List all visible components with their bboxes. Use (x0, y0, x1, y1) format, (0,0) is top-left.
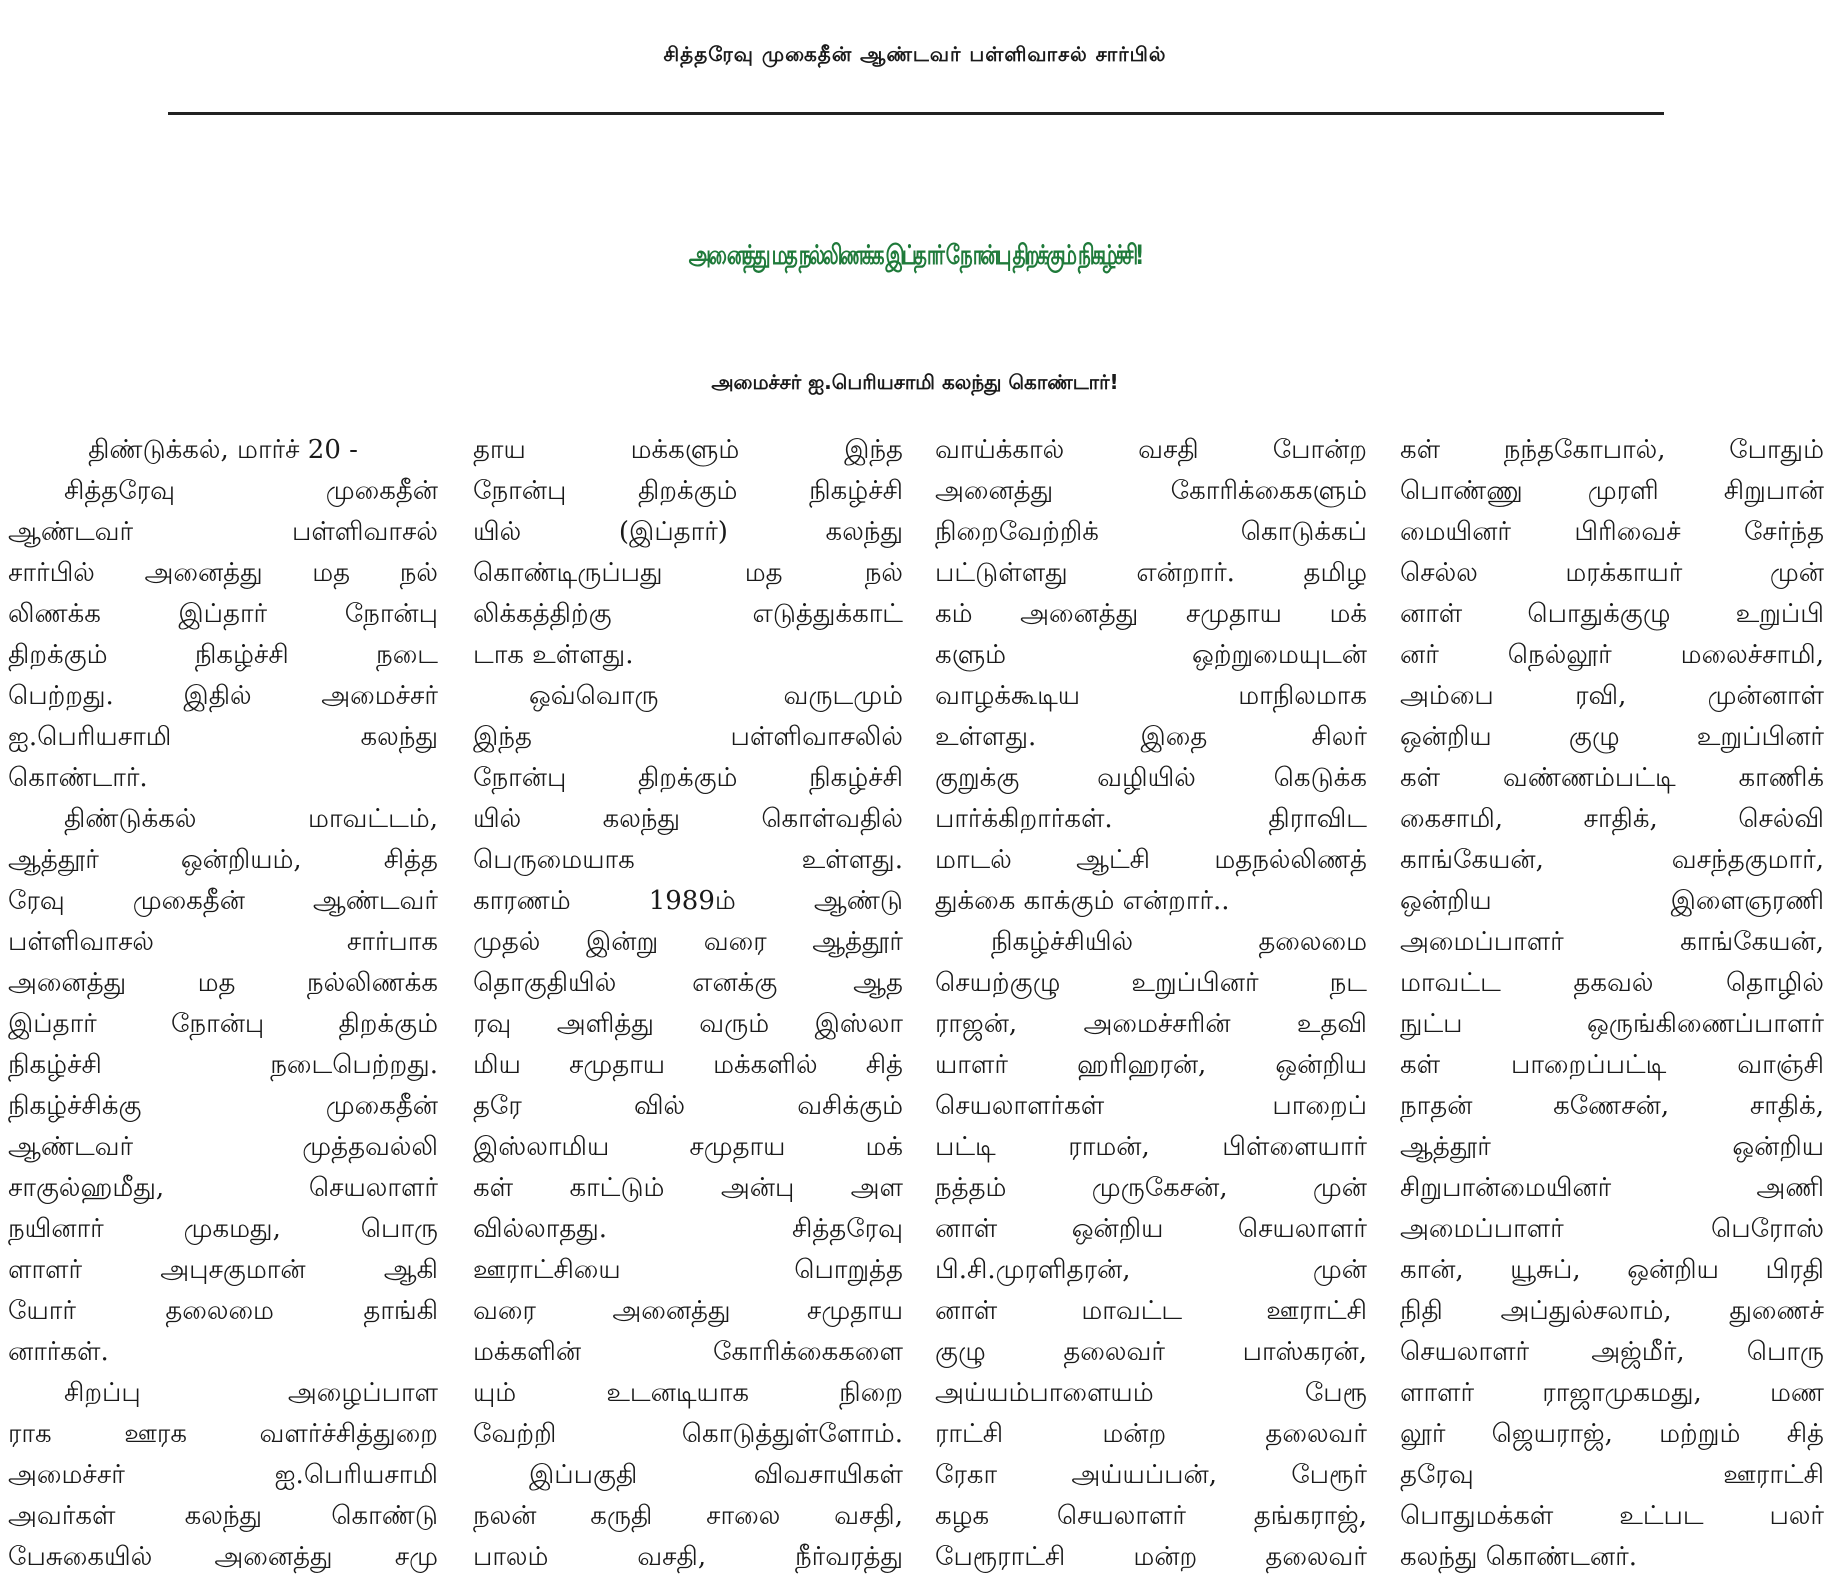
article-line: யில் கலந்து கொள்வதில் (473, 804, 903, 834)
article-line: அனைத்து மத நல்லிணக்க (8, 968, 438, 998)
article-line: முதல் இன்று வரை ஆத்தூர் (473, 927, 903, 957)
article-line: பாலம் வசதி, நீர்வரத்து (473, 1542, 903, 1572)
article-line: நாதன் கணேசன், சாதிக், (1400, 1091, 1824, 1121)
article-line: ரவு அளித்து வரும் இஸ்லா (473, 1009, 903, 1039)
article-line: பட்டுள்ளது என்றார். தமிழ (935, 558, 1367, 588)
article-line: அய்யம்பாளையம் பேரூ (935, 1378, 1367, 1408)
article-line: தாய மக்களும் இந்த (473, 435, 903, 465)
article-line: செயலாளர் அஜ்மீர், பொரு (1400, 1337, 1824, 1367)
article-line: நத்தம் முருகேசன், முன் (935, 1173, 1367, 1203)
article-line: வரை அனைத்து சமுதாய (473, 1296, 903, 1326)
article-line: லிக்கத்திற்கு எடுத்துக்காட் (473, 599, 903, 629)
article-line: அமைப்பாளர் காங்கேயன், (1400, 927, 1824, 957)
article-line: உள்ளது. இதை சிலர் (935, 722, 1367, 752)
article-line: கம் அனைத்து சமுதாய மக் (935, 599, 1367, 629)
article-line: இப்தார் நோன்பு திறக்கும் (8, 1009, 438, 1039)
article-line: ஒன்றிய இளைஞரணி (1400, 886, 1824, 916)
article-line: வேற்றி கொடுத்துள்ளோம். (473, 1419, 903, 1449)
article-line: சித்தரேவு முகைதீன் (64, 476, 438, 506)
article-line: மையினர் பிரிவைச் சேர்ந்த (1400, 517, 1824, 547)
article-line: செல்ல மரக்காயர் முன் (1400, 558, 1824, 588)
article-line: நோன்பு திறக்கும் நிகழ்ச்சி (473, 763, 903, 793)
article-line: கள் பாறைப்பட்டி வாஞ்சி (1400, 1050, 1824, 1080)
article-line: மாவட்ட தகவல் தொழில் (1400, 968, 1824, 998)
article-line: ராஜன், அமைச்சரின் உதவி (935, 1009, 1367, 1039)
article-line: பொதுமக்கள் உட்பட பலர் (1400, 1501, 1824, 1531)
article-line: அமைச்சர் ஐ.பெரியசாமி (8, 1460, 438, 1490)
article-column-1 (8, 430, 438, 1572)
article-line: கழக செயலாளர் தங்கராஜ், (935, 1501, 1367, 1531)
article-line: இப்பகுதி விவசாயிகள் (529, 1460, 903, 1490)
article-line: யோர் தலைமை தாங்கி (8, 1296, 438, 1326)
article-line: நிறைவேற்றிக் கொடுக்கப் (935, 517, 1367, 547)
article-line: குறுக்கு வழியில் கெடுக்க (935, 763, 1367, 793)
article-line: னாள் மாவட்ட ஊராட்சி (935, 1296, 1367, 1326)
article-line: வாய்க்கால் வசதி போன்ற (935, 435, 1367, 465)
article-line: களும் ஒற்றுமையுடன் (935, 640, 1367, 670)
article-line: ஐ.பெரியசாமி கலந்து (8, 722, 438, 752)
article-line: சார்பில் அனைத்து மத நல் (8, 558, 438, 588)
article-line: தரேவு ஊராட்சி (1400, 1460, 1824, 1490)
article-line: ளாளர் அபுசகுமான் ஆகி (8, 1255, 438, 1285)
article-line: சாகுல்ஹமீது, செயலாளர் (8, 1173, 438, 1203)
article-line: குழு தலைவர் பாஸ்கரன், (935, 1337, 1367, 1367)
article-line: நிகழ்ச்சிக்கு முகைதீன் (8, 1091, 438, 1121)
article-line: கள் காட்டும் அன்பு அள (473, 1173, 903, 1203)
article-line: செயற்குழு உறுப்பினர் நட (935, 968, 1367, 998)
article-line: னார்கள். (8, 1337, 109, 1367)
article-line: தரே வில் வசிக்கும் (473, 1091, 903, 1121)
article-line: கலந்து கொண்டனர். (1400, 1542, 1637, 1572)
article-line: கள் நந்தகோபால், போதும் (1400, 435, 1824, 465)
article-line: மிய சமுதாய மக்களில் சித் (473, 1050, 903, 1080)
article-line: நயினார் முகமது, பொரு (8, 1214, 438, 1244)
article-line: ரேகா அய்யப்பன், பேரூர் (935, 1460, 1367, 1490)
article-line: பெருமையாக உள்ளது. (473, 845, 903, 875)
article-line: நிகழ்ச்சியில் தலைமை (991, 927, 1367, 957)
main-headline: அனைத்து மத நல்லிணக்க இப்தார் நோன்பு திறக்கும் நிகழ்ச்சி! (688, 238, 1142, 271)
article-line: இந்த பள்ளிவாசலில் (473, 722, 903, 752)
sub-headline: அமைச்சர் ஐ.பெரியசாமி கலந்து கொண்டார்! (711, 370, 1119, 394)
article-line: பி.சி.முரளிதரன், முன் (935, 1255, 1367, 1285)
article-line: கைசாமி, சாதிக், செல்வி (1400, 804, 1824, 834)
article-line: பேசுகையில் அனைத்து சமு (8, 1542, 438, 1572)
article-line: பள்ளிவாசல் சார்பாக (8, 927, 438, 957)
article-line: காரணம் 1989ம் ஆண்டு (473, 886, 903, 916)
article-line: பெற்றது. இதில் அமைச்சர் (8, 681, 438, 711)
article-column-4 (1400, 430, 1824, 1572)
article-line: சிறப்பு அழைப்பாள (64, 1378, 438, 1408)
article-line: ளாளர் ராஜாமுகமது, மண (1400, 1378, 1824, 1408)
article-line: மக்களின் கோரிக்கைகளை (473, 1337, 903, 1367)
article-line: னர் நெல்லூர் மலைச்சாமி, (1400, 640, 1824, 670)
article-line: வாழக்கூடிய மாநிலமாக (935, 681, 1367, 711)
article-line: நுட்ப ஒருங்கிணைப்பாளர் (1400, 1009, 1824, 1039)
article-line: பட்டி ராமன், பிள்ளையார் (935, 1132, 1367, 1162)
article-line: இஸ்லாமிய சமுதாய மக் (473, 1132, 903, 1162)
article-line: வில்லாதது. சித்தரேவு (473, 1214, 903, 1244)
article-line: நோன்பு திறக்கும் நிகழ்ச்சி (473, 476, 903, 506)
article-line: கொண்டார். (8, 763, 148, 793)
article-line: ராட்சி மன்ற தலைவர் (935, 1419, 1367, 1449)
article-line: ஒன்றிய குழு உறுப்பினர் (1400, 722, 1824, 752)
article-line: துக்கை காக்கும் என்றார்.. (935, 886, 1230, 916)
article-line: மாடல் ஆட்சி மதநல்லிணத் (935, 845, 1367, 875)
article-line: சிறுபான்மையினர் அணி (1400, 1173, 1824, 1203)
article-line: னாள் பொதுக்குழு உறுப்பி (1400, 599, 1824, 629)
article-line: யாளர் ஹரிஹரன், ஒன்றிய (935, 1050, 1367, 1080)
article-line: அனைத்து கோரிக்கைகளும் (935, 476, 1367, 506)
article-line: ஆத்தூர் ஒன்றியம், சித்த (8, 845, 438, 875)
article-line: பார்க்கிறார்கள். திராவிட (935, 804, 1367, 834)
article-line: ஒவ்வொரு வருடமும் (529, 681, 903, 711)
article-line: லிணக்க இப்தார் நோன்பு (8, 599, 438, 629)
article-line: யில் (இப்தார்) கலந்து (473, 517, 903, 547)
article-line: ஊராட்சியை பொறுத்த (473, 1255, 903, 1285)
article-line: அம்பை ரவி, முன்னாள் (1400, 681, 1824, 711)
article-line: அமைப்பாளர் பெரோஸ் (1400, 1214, 1824, 1244)
article-line: ஆண்டவர் பள்ளிவாசல் (8, 517, 438, 547)
article-line: பேரூராட்சி மன்ற தலைவர் (935, 1542, 1367, 1572)
article-line: தொகுதியில் எனக்கு ஆத (473, 968, 903, 998)
article-line: கான், யூசுப், ஒன்றிய பிரதி (1400, 1255, 1824, 1285)
article-line: பொண்ணு முரளி சிறுபான் (1400, 476, 1824, 506)
article-line: னாள் ஒன்றிய செயலாளர் (935, 1214, 1367, 1244)
article-line: யும் உடனடியாக நிறை (473, 1378, 903, 1408)
kicker-heading: சித்தரேவு முகைதீன் ஆண்டவர் பள்ளிவாசல் சார்பில் (663, 42, 1167, 66)
article-line: நிதி அப்துல்சலாம், துணைச் (1400, 1296, 1824, 1326)
article-line: ராக ஊரக வளர்ச்சித்துறை (8, 1419, 438, 1449)
article-line: கள் வண்ணம்பட்டி காணிக் (1400, 763, 1824, 793)
article-line: ஆண்டவர் முத்தவல்லி (8, 1132, 438, 1162)
article-line: கொண்டிருப்பது மத நல் (473, 558, 903, 588)
article-line: திறக்கும் நிகழ்ச்சி நடை (8, 640, 438, 670)
article-line: நிகழ்ச்சி நடைபெற்றது. (8, 1050, 438, 1080)
article-line: திண்டுக்கல் மாவட்டம், (64, 804, 438, 834)
article-line: ஆத்தூர் ஒன்றிய (1400, 1132, 1824, 1162)
article-line: ரேவு முகைதீன் ஆண்டவர் (8, 886, 438, 916)
divider-rule (168, 112, 1664, 115)
article-column-2 (473, 430, 903, 1572)
article-line: லூர் ஜெயராஜ், மற்றும் சித் (1400, 1419, 1824, 1449)
article-line: டாக உள்ளது. (473, 640, 634, 670)
article-line: செயலாளர்கள் பாறைப் (935, 1091, 1367, 1121)
article-line: திண்டுக்கல், மார்ச் 20 - (88, 435, 358, 465)
article-line: நலன் கருதி சாலை வசதி, (473, 1501, 903, 1531)
article-line: காங்கேயன், வசந்தகுமார், (1400, 845, 1824, 875)
article-column-3 (935, 430, 1367, 1572)
article-line: அவர்கள் கலந்து கொண்டு (8, 1501, 438, 1531)
